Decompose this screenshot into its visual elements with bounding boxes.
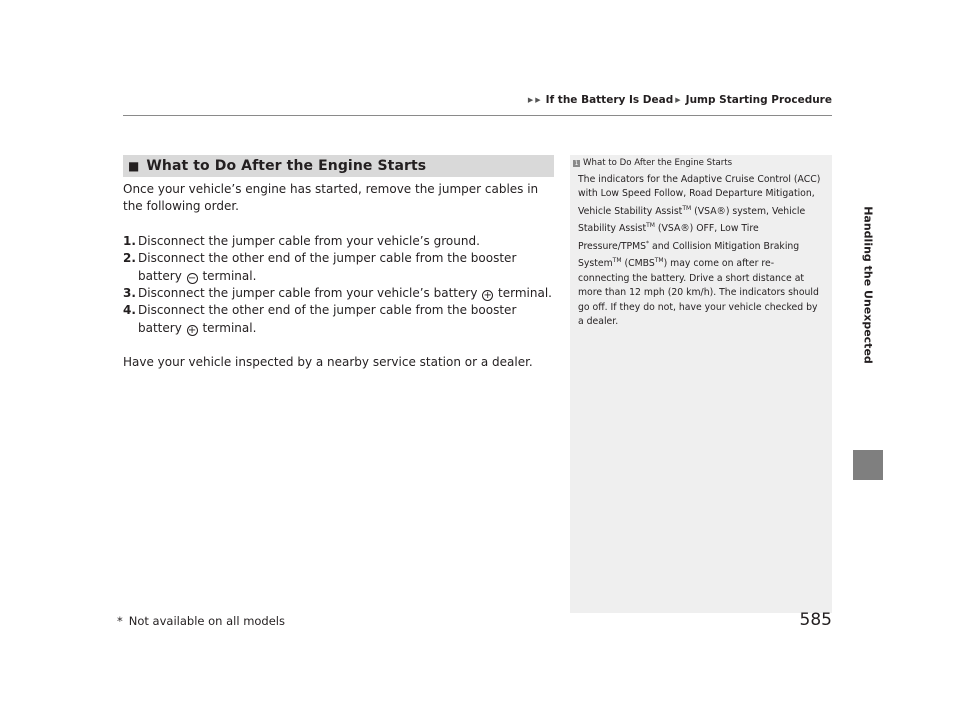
section-heading: [123, 155, 554, 177]
step-item: [123, 250, 555, 285]
header-rule: [123, 115, 832, 116]
footnote-star[interactable]: *: [646, 239, 650, 247]
step-item: [123, 285, 555, 302]
step-item: [123, 302, 555, 337]
note-marker-icon: 1: [574, 159, 579, 167]
breadcrumb-item[interactable]: Jump Starting Procedure: [685, 94, 832, 106]
step-text: Disconnect the other end of the jumper cable from the booster battery − terminal.: [138, 251, 517, 284]
step-text: Disconnect the other end of the jumper cable from the booster battery + terminal.: [138, 303, 517, 336]
step-number: 4.: [123, 303, 136, 318]
step-number: 1.: [123, 233, 136, 248]
square-bullet-icon: ■: [128, 159, 140, 173]
step-item: [123, 233, 555, 250]
step-text: Disconnect the jumper cable from your vehicle’s battery + terminal.: [138, 286, 552, 302]
breadcrumb: [528, 94, 832, 106]
triangle-right-icon: ▶: [675, 96, 681, 104]
note-title: What to Do After the Engine Starts: [583, 158, 733, 168]
step-list: [123, 233, 555, 337]
triangle-right-icon: ▶: [535, 96, 541, 104]
footnote-text: Not available on all models: [128, 614, 285, 628]
footnote-star: *: [117, 614, 123, 628]
side-tab: [853, 120, 883, 450]
side-note-panel: [570, 155, 832, 613]
breadcrumb-item[interactable]: If the Battery Is Dead: [545, 94, 674, 106]
side-tab-marker: [853, 450, 883, 480]
side-tab-label: Handling the Unexpected: [861, 206, 875, 364]
note-header: [570, 155, 832, 168]
footnote: [117, 614, 285, 628]
step-text: Disconnect the jumper cable from your vehicle’s ground.: [138, 233, 480, 248]
closing-paragraph: Have your vehicle inspected by a nearby service station or a dealer.: [123, 355, 533, 370]
triangle-right-icon: ▶: [527, 96, 534, 104]
intro-paragraph: Once your vehicle’s engine has started, remove the jumper cables in the following order.: [123, 182, 539, 214]
negative-terminal-icon: −: [187, 272, 197, 284]
step-number: 2.: [123, 251, 136, 266]
main-content: [123, 181, 555, 372]
section-title: What to Do After the Engine Starts: [146, 158, 427, 174]
note-body: The indicators for the Adaptive Cruise Control (ACC) with Low Speed Follow, Road Departure Mitigation, Vehicle Stability Assist™ (VSA®) system, Vehicle Stability Assist™ (VSA®) OFF, Low Tire Pressure/TPMS* and Collision Mitigation Braking System™ (CMBS™) may come on after re-connecting the battery. Drive a short distance at more than 12 mph (20 km/h). The indicators should go off. If they do not, have your vehicle checked by a dealer.: [578, 174, 821, 328]
page-number: 585: [799, 610, 832, 630]
positive-terminal-icon: +: [483, 290, 492, 302]
step-number: 3.: [123, 286, 136, 301]
positive-terminal-icon: +: [187, 324, 197, 336]
